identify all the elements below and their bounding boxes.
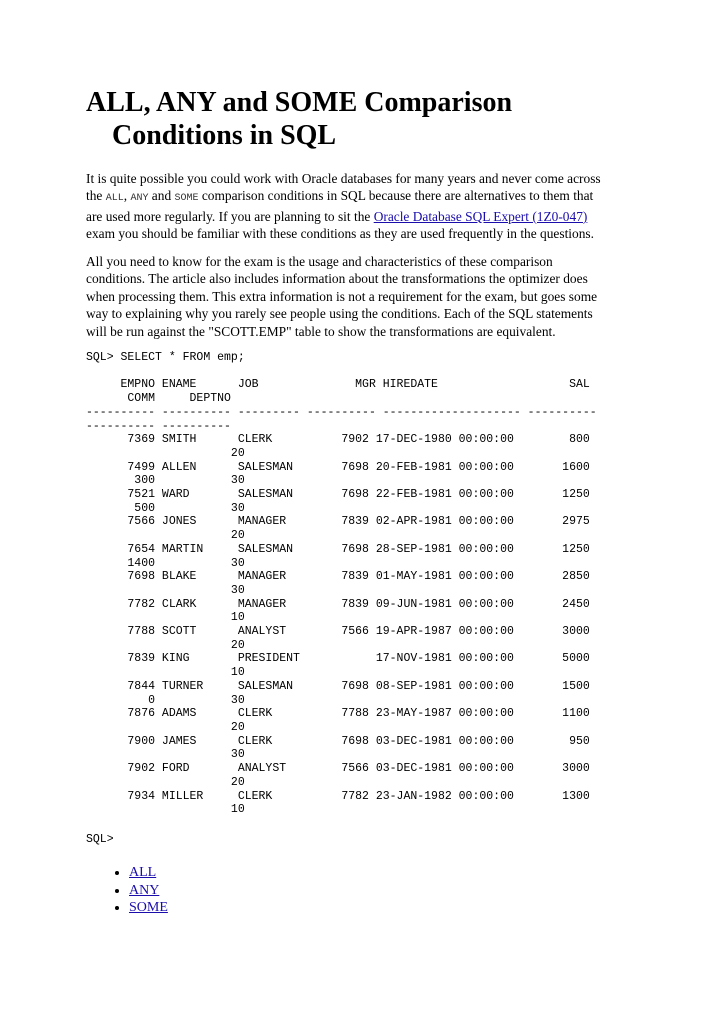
exam-line-3: when processing them. This extra information is not a requirement for the exam, but goes some: [86, 288, 598, 304]
table-row-sub: 0 30: [86, 693, 245, 707]
contents-list: [106, 864, 168, 917]
divider-line-1: ---------- ---------- --------- ---------- -------------------- ----------: [86, 405, 597, 419]
intro-line-3-start: are used more regularly. If you are planning to sit the: [86, 208, 374, 224]
table-row: 7698 BLAKE MANAGER 7839 01-MAY-1981 00:00:00 2850: [86, 570, 590, 584]
table-row-sub: 20: [86, 446, 245, 460]
table-row: 7369 SMITH CLERK 7902 17-DEC-1980 00:00:00 800: [86, 433, 590, 447]
list-item: [129, 899, 168, 917]
table-row: 7521 WARD SALESMAN 7698 22-FEB-1981 00:00:00 1250: [86, 488, 590, 502]
table-row-sub: 300 30: [86, 474, 245, 488]
exam-line-5: will be run against the "SCOTT.EMP" table to show the transformations are equivalent.: [86, 323, 556, 339]
divider-line-2: ---------- ----------: [86, 419, 231, 433]
toc-link-all[interactable]: ALL: [129, 865, 157, 880]
table-row: 7782 CLARK MANAGER 7839 09-JUN-1981 00:00:00 2450: [86, 597, 590, 611]
intro-separator-2: and: [148, 188, 175, 204]
table-row: 7844 TURNER SALESMAN 7698 08-SEP-1981 00:00:00 1500: [86, 679, 590, 693]
table-row: 7654 MARTIN SALESMAN 7698 28-SEP-1981 00:00:00 1250: [86, 542, 590, 556]
title-line-2: Conditions in SQL: [112, 120, 337, 151]
table-row-sub: 1400 30: [86, 556, 245, 570]
toc-link-some[interactable]: SOME: [129, 900, 168, 915]
table-row: 7499 ALLEN SALESMAN 7698 20-FEB-1981 00:00:00 1600: [86, 460, 590, 474]
list-item: [129, 882, 168, 900]
exam-link[interactable]: Oracle Database SQL Expert (1Z0-047): [373, 208, 588, 224]
intro-paragraph: [86, 170, 646, 243]
keyword-any: ANY: [130, 193, 149, 205]
intro-line-4: exam you should be familiar with these conditions as they are used frequently in the questions.: [86, 226, 594, 242]
sql-output-block: [86, 351, 597, 817]
column-header-line-2: COMM DEPTNO: [86, 392, 231, 406]
table-row-sub: 20: [86, 775, 245, 789]
table-row: 7876 ADAMS CLERK 7788 23-MAY-1987 00:00:00 1100: [86, 707, 590, 721]
sql-prompt-end: SQL>: [86, 833, 114, 846]
table-row-sub: 30: [86, 583, 245, 597]
intro-line-1: It is quite possible you could work with Oracle databases for many years and never come across: [86, 171, 601, 186]
exam-line-2: conditions. The article also includes information about the transformations the optimizer does: [86, 271, 588, 287]
table-row-sub: 10: [86, 803, 245, 817]
intro-separator-1: ,: [123, 188, 131, 204]
table-row-sub: 20: [86, 638, 245, 652]
table-row-sub: 20: [86, 529, 245, 543]
title-line-1: ALL, ANY and SOME Comparison: [86, 87, 513, 118]
exam-line-1: All you need to know for the exam is the usage and characteristics of these comparison: [86, 254, 553, 269]
list-item: [129, 864, 168, 882]
table-row: 7900 JAMES CLERK 7698 03-DEC-1981 00:00:00 950: [86, 734, 590, 748]
table-row: 7902 FORD ANALYST 7566 03-DEC-1981 00:00:00 3000: [86, 762, 590, 776]
column-header-line-1: EMPNO ENAME JOB MGR HIREDATE SAL: [86, 378, 590, 392]
table-row: 7566 JONES MANAGER 7839 02-APR-1981 00:00:00 2975: [86, 515, 590, 529]
table-row-sub: 20: [86, 720, 245, 734]
exam-line-4: way to explaining why you rarely see people using the conditions. Each of the SQL statements: [86, 306, 593, 322]
toc-link-any[interactable]: ANY: [129, 882, 160, 898]
sql-query: SQL> SELECT * FROM emp;: [86, 351, 245, 364]
page-title: [86, 86, 646, 152]
table-row: 7934 MILLER CLERK 7782 23-JAN-1982 00:00:00 1300: [86, 789, 590, 803]
keyword-all: ALL: [105, 193, 124, 205]
table-row: 7788 SCOTT ANALYST 7566 19-APR-1987 00:00:00 3000: [86, 625, 590, 639]
table-row-sub: 10: [86, 611, 245, 625]
table-row-sub: 500 30: [86, 501, 245, 515]
intro-line-3: [86, 208, 646, 225]
intro-line-2: [86, 187, 646, 207]
exam-paragraph: [86, 253, 646, 340]
table-row-sub: 30: [86, 748, 245, 762]
keyword-some: SOME: [174, 193, 199, 205]
intro-line-2-end: comparison conditions in SQL because there are alternatives to them that: [198, 188, 594, 204]
table-row: 7839 KING PRESIDENT 17-NOV-1981 00:00:00 5000: [86, 652, 590, 666]
intro-line-2-start: the: [86, 188, 106, 204]
table-row-sub: 10: [86, 666, 245, 680]
